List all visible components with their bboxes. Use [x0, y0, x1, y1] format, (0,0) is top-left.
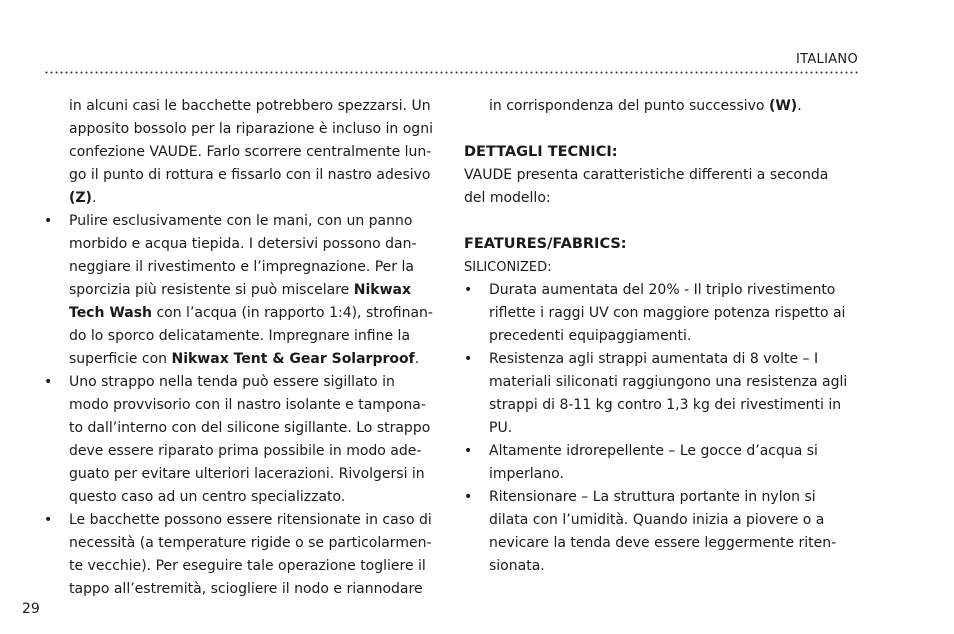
bullet-retension-poles	[44, 509, 440, 601]
text-line: imperlano.	[489, 466, 564, 482]
bullet-tear-repair	[44, 371, 440, 509]
text-line: nevicare la tenda deve essere leggermente riten-	[489, 535, 837, 551]
text-fragment: con l’acqua (in rapporto 1:4), strofinan-	[152, 305, 433, 321]
bullet-marker: •	[464, 443, 473, 459]
text-line: Uno strappo nella tenda può essere sigillato in	[69, 374, 395, 390]
text-line	[69, 348, 440, 371]
text-line: Durata aumentata del 20% - Il triplo rivestimento	[489, 282, 836, 298]
text-fragment: sporcizia più resistente si può miscelare	[69, 282, 354, 298]
left-column	[44, 95, 440, 601]
text-line: questo caso ad un centro specializzato.	[69, 489, 346, 505]
text-line: strappi di 8-11 kg contro 1,3 kg dei rivestimenti in	[489, 397, 842, 413]
text-fragment: superficie con	[69, 351, 172, 367]
bullet-marker: •	[464, 351, 473, 367]
feature-tear-resistance	[464, 348, 858, 440]
text-line: del modello:	[464, 190, 551, 206]
bullet-marker: •	[44, 213, 53, 229]
feature-retension	[464, 486, 858, 578]
text-line: tappo all’estremità, sciogliere il nodo e riannodare	[69, 581, 423, 597]
features-heading: FEATURES/FABRICS:	[464, 236, 627, 252]
text-line: confezione VAUDE. Farlo scorrere centralmente lun-	[69, 144, 432, 160]
text-line: guato per evitare ulteriori lacerazioni. Rivolgersi in	[69, 466, 425, 482]
feature-water-repellent	[464, 440, 858, 486]
text-line: do lo sporco delicatamente. Impregnare infine la	[69, 328, 411, 344]
text-fragment: .	[414, 351, 420, 367]
text-line: (Z).	[69, 190, 97, 206]
bullet-marker: •	[44, 512, 53, 528]
text-line: go il punto di rottura e fissarlo con il nastro adesivo	[69, 167, 431, 183]
text-line: riflette i raggi UV con maggiore potenza rispetto ai	[489, 305, 846, 321]
text-line: Le bacchette possono essere ritensionate in caso di	[69, 512, 432, 528]
text-line	[69, 279, 440, 302]
text-fragment: .	[797, 98, 802, 114]
text-line: deve essere riparato prima possibile in modo ade-	[69, 443, 422, 459]
text-line: dilata con l’umidità. Quando inizia a piovere o a	[489, 512, 825, 528]
ref-w: (W)	[768, 98, 798, 114]
technical-details-text	[464, 164, 858, 210]
text-line: precedenti equipaggiamenti.	[489, 328, 692, 344]
technical-details-heading: DETTAGLI TECNICI:	[464, 144, 618, 160]
text-line: Altamente idrorepellente – Le gocce d’acqua si	[489, 443, 818, 459]
text-line: Ritensionare – La struttura portante in nylon si	[489, 489, 816, 505]
bullet-marker: •	[464, 489, 473, 505]
ref-z: (Z)	[69, 190, 92, 206]
feature-durability	[464, 279, 858, 348]
text-line: Resistenza agli strappi aumentata di 8 volte – I	[489, 351, 819, 367]
continuation-paragraph	[464, 95, 858, 118]
text-line: PU.	[489, 420, 513, 436]
text-line: morbido e acqua tiepida. I detersivi possono dan-	[69, 236, 417, 252]
right-column	[464, 95, 858, 578]
text-line: to dall’interno con del silicone sigillante. Lo strappo	[69, 420, 431, 436]
siliconized-label: SILICONIZED:	[464, 260, 552, 275]
text-line: necessità (a temperature rigide o se particolarmen-	[69, 535, 432, 551]
page-number: 29	[22, 601, 40, 617]
text-line: modo provvisorio con il nastro isolante e tampona-	[69, 397, 426, 413]
text-line: VAUDE presenta caratteristiche differenti a seconda	[464, 167, 829, 183]
product-name: Nikwax Tent & Gear Solarproof	[171, 351, 415, 367]
product-name: Nikwax	[353, 282, 411, 298]
bullet-cleaning	[44, 210, 440, 371]
intro-paragraph	[44, 95, 440, 210]
text-line: neggiare il rivestimento e l’impregnazione. Per la	[69, 259, 414, 275]
text-fragment: in corrispondenza del punto successivo	[489, 98, 769, 114]
text-line: materiali siliconati raggiungono una resistenza agli	[489, 374, 848, 390]
dotted-divider	[44, 71, 858, 74]
text-line: sionata.	[489, 558, 545, 574]
language-label: ITALIANO	[796, 52, 858, 67]
text-line	[69, 302, 440, 325]
product-name: Tech Wash	[69, 305, 153, 321]
text-line: te vecchie). Per eseguire tale operazione togliere il	[69, 558, 426, 574]
text-line: apposito bossolo per la riparazione è incluso in ogni	[69, 121, 433, 137]
text-line: Pulire esclusivamente con le mani, con un panno	[69, 213, 413, 229]
bullet-marker: •	[44, 374, 53, 390]
bullet-marker: •	[464, 282, 473, 298]
text-line	[489, 95, 858, 118]
text-line: in alcuni casi le bacchette potrebbero spezzarsi. Un	[69, 98, 431, 114]
